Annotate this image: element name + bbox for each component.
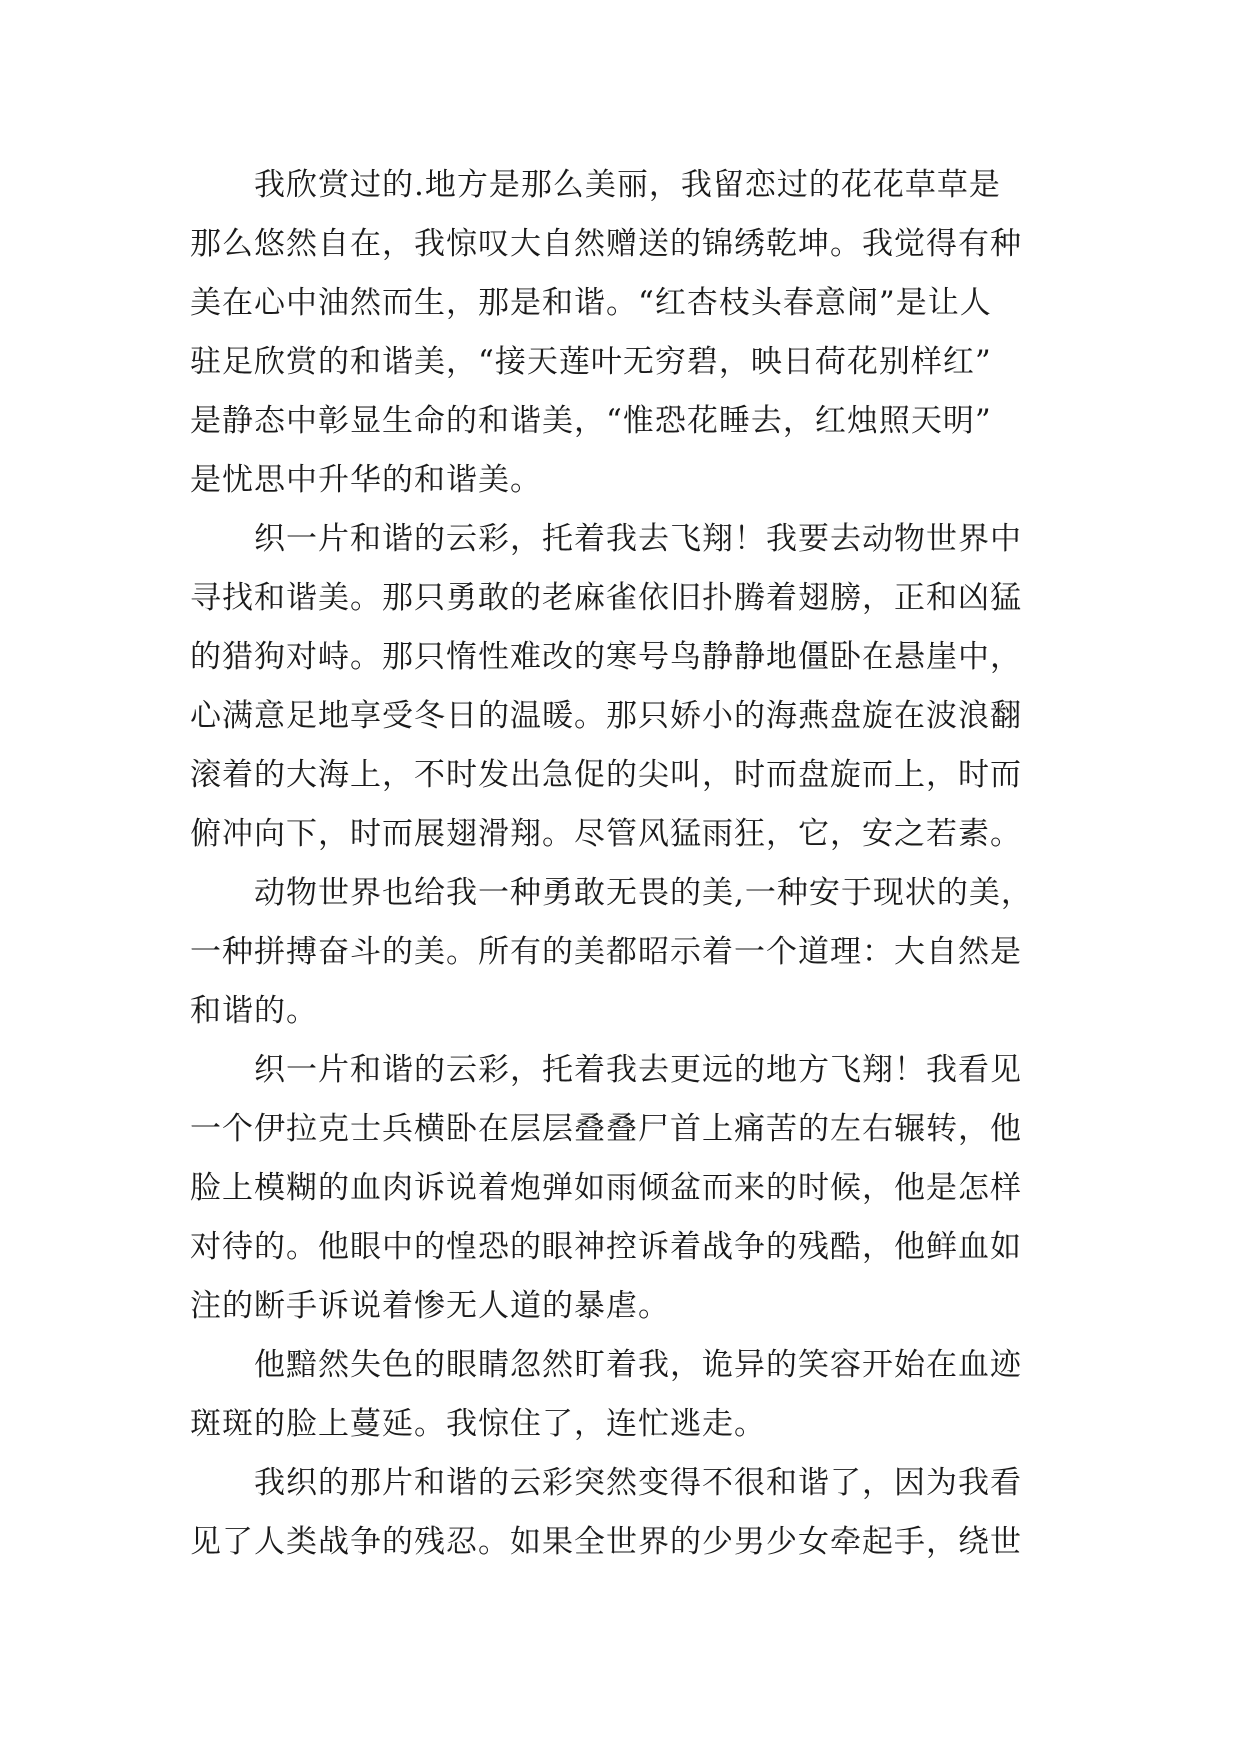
text-line: 滚着的大海上，不时发出急促的尖叫，时而盘旋而上，时而 xyxy=(190,757,1022,793)
text-line: 寻找和谐美。那只勇敢的老麻雀依旧扑腾着翅膀，正和凶猛 xyxy=(190,580,1022,616)
text-line: 动物世界也给我一种勇敢无畏的美,一种安于现状的美， xyxy=(254,875,1033,911)
text-line: 那么悠然自在，我惊叹大自然赠送的锦绣乾坤。我觉得有种 xyxy=(190,226,1022,262)
text-line: 脸上模糊的血肉诉说着炮弹如雨倾盆而来的时候，他是怎样 xyxy=(190,1170,1022,1206)
text-line: 我织的那片和谐的云彩突然变得不很和谐了，因为我看 xyxy=(254,1465,1022,1501)
text-line: 驻足欣赏的和谐美，“接天莲叶无穷碧，映日荷花别样红” xyxy=(190,344,992,380)
text-line: 的猎狗对峙。那只惰性难改的寒号鸟静静地僵卧在悬崖中， xyxy=(190,639,1022,675)
text-line: 他黯然失色的眼睛忽然盯着我，诡异的笑容开始在血迹 xyxy=(254,1347,1022,1383)
document-body xyxy=(190,156,1060,1572)
paragraph-3 xyxy=(190,864,1060,1041)
text-line: 一种拼搏奋斗的美。所有的美都昭示着一个道理：大自然是 xyxy=(190,934,1022,970)
paragraph-5 xyxy=(190,1336,1060,1454)
text-line: 一个伊拉克士兵横卧在层层叠叠尸首上痛苦的左右辗转，他 xyxy=(190,1111,1022,1147)
paragraph-1 xyxy=(190,156,1060,510)
text-line: 美在心中油然而生，那是和谐。“红杏枝头春意闹”是让人 xyxy=(190,285,992,321)
text-line: 我欣赏过的.地方是那么美丽，我留恋过的花花草草是 xyxy=(254,167,1001,203)
text-line: 和谐的。 xyxy=(190,993,318,1029)
text-line: 织一片和谐的云彩，托着我去更远的地方飞翔！我看见 xyxy=(254,1052,1022,1088)
text-line: 俯冲向下，时而展翅滑翔。尽管风猛雨狂，它，安之若素。 xyxy=(190,816,1022,852)
text-line: 是静态中彰显生命的和谐美，“惟恐花睡去，红烛照天明” xyxy=(190,403,992,439)
text-line: 织一片和谐的云彩，托着我去飞翔！我要去动物世界中 xyxy=(254,521,1022,557)
text-line: 对待的。他眼中的惶恐的眼神控诉着战争的残酷，他鲜血如 xyxy=(190,1229,1022,1265)
text-line: 是忧思中升华的和谐美。 xyxy=(190,462,542,498)
paragraph-2 xyxy=(190,510,1060,864)
paragraph-6 xyxy=(190,1454,1060,1572)
text-line: 心满意足地享受冬日的温暖。那只娇小的海燕盘旋在波浪翻 xyxy=(190,698,1022,734)
paragraph-4 xyxy=(190,1041,1060,1336)
text-line: 见了人类战争的残忍。如果全世界的少男少女牵起手，绕世 xyxy=(190,1524,1022,1560)
text-line: 斑斑的脸上蔓延。我惊住了，连忙逃走。 xyxy=(190,1406,766,1442)
text-line: 注的断手诉说着惨无人道的暴虐。 xyxy=(190,1288,670,1324)
